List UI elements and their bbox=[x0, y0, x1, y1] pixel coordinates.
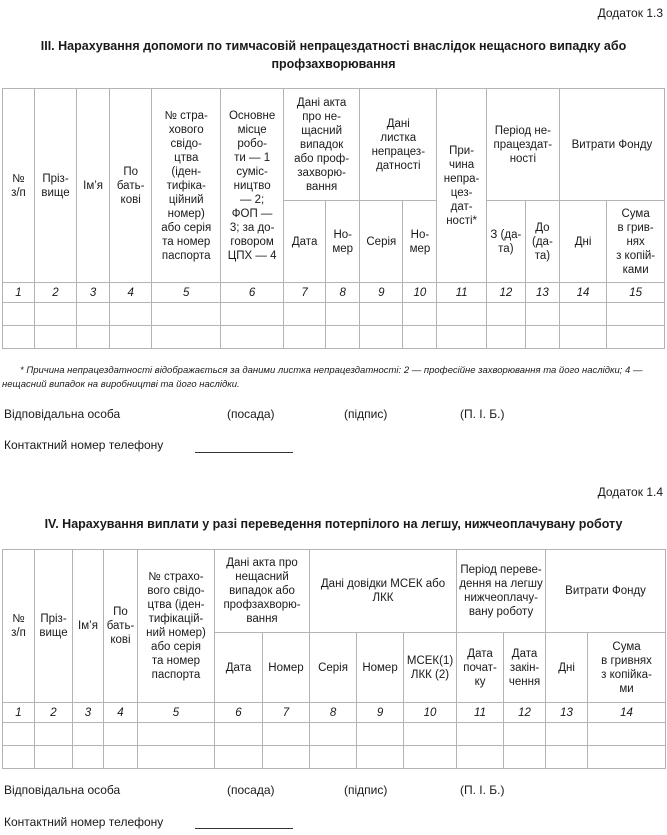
column-number: 13 bbox=[525, 283, 559, 303]
header-insurance-id: № страхо- вого свідо- цтва (іден- тифікацій- ний номер) або серія та номер паспорта bbox=[138, 550, 215, 703]
empty-cell bbox=[3, 723, 35, 746]
column-number: 6 bbox=[215, 703, 263, 723]
header-fund-days: Дні bbox=[546, 633, 588, 703]
empty-cell bbox=[138, 723, 215, 746]
empty-cell bbox=[77, 303, 110, 326]
column-number: 6 bbox=[221, 283, 284, 303]
empty-cell bbox=[3, 303, 35, 326]
header-act-number: Номер bbox=[263, 633, 310, 703]
empty-cell bbox=[326, 303, 360, 326]
empty-cell bbox=[104, 746, 138, 769]
table-row bbox=[3, 746, 666, 769]
signature-label: (підпис) bbox=[344, 783, 388, 797]
empty-cell bbox=[588, 746, 666, 769]
section4-title: ІV. Нарахування виплати у разі переведення потерпілого на легшу, нижчеоплачувану роботу bbox=[44, 517, 623, 531]
header-msek-series: Серія bbox=[310, 633, 357, 703]
column-number: 8 bbox=[310, 703, 357, 723]
header-sheet-number: Но- мер bbox=[403, 201, 437, 283]
empty-cell bbox=[326, 326, 360, 349]
header-fund: Витрати Фонду bbox=[559, 89, 664, 201]
empty-cell bbox=[559, 326, 606, 349]
header-act-date: Дата bbox=[284, 201, 326, 283]
column-number: 5 bbox=[138, 703, 215, 723]
header-patronymic: По бать- кові bbox=[104, 550, 138, 703]
empty-cell bbox=[34, 303, 76, 326]
header-period: Період переве- дення на легшу нижчеоплачу- вану роботу bbox=[457, 550, 546, 633]
empty-cell bbox=[457, 723, 504, 746]
column-number: 4 bbox=[104, 703, 138, 723]
header-surname: Пріз- вище bbox=[34, 89, 76, 283]
column-number: 11 bbox=[457, 703, 504, 723]
section3-footnote: * Причина непрацездатності відображається за даними листка непрацездатності: 2 — професійне захворювання та його наслідки; 4 — нещасний випадок на виробництві та його наслідки. bbox=[2, 365, 643, 390]
empty-cell bbox=[607, 326, 665, 349]
empty-cell bbox=[263, 723, 310, 746]
column-number: 3 bbox=[77, 283, 110, 303]
column-number: 14 bbox=[588, 703, 666, 723]
empty-cell bbox=[104, 723, 138, 746]
header-period: Період не- працездат- ності bbox=[486, 89, 559, 201]
header-msek: Дані довідки МСЕК або ЛКК bbox=[310, 550, 457, 633]
empty-cell bbox=[559, 303, 606, 326]
header-act-number: Но- мер bbox=[326, 201, 360, 283]
section4-table bbox=[2, 549, 666, 769]
empty-cell bbox=[546, 723, 588, 746]
empty-cell bbox=[152, 303, 221, 326]
header-num: № з/п bbox=[3, 89, 35, 283]
column-number: 3 bbox=[73, 703, 104, 723]
column-number: 2 bbox=[35, 703, 73, 723]
section3-title bbox=[0, 37, 667, 73]
table-row bbox=[3, 723, 666, 746]
header-workplace: Основне місце робо- ти — 1 суміс- ництво — 2; ФОП — 3; за до- говором ЦПХ — 4 bbox=[221, 89, 284, 283]
empty-cell bbox=[284, 326, 326, 349]
column-number: 8 bbox=[326, 283, 360, 303]
section3-table bbox=[2, 88, 665, 349]
empty-cell bbox=[607, 303, 665, 326]
empty-cell bbox=[403, 303, 437, 326]
column-number: 10 bbox=[403, 283, 437, 303]
column-number: 13 bbox=[546, 703, 588, 723]
column-number: 4 bbox=[110, 283, 152, 303]
column-number: 9 bbox=[360, 283, 403, 303]
header-act: Дані акта про не- щасний випадок або проф- захворю- вання bbox=[284, 89, 360, 201]
column-number: 12 bbox=[504, 703, 546, 723]
empty-cell bbox=[525, 326, 559, 349]
header-act-date: Дата bbox=[215, 633, 263, 703]
header-fund-sum: Сума в грив- нях з копій- ками bbox=[607, 201, 665, 283]
empty-cell bbox=[3, 746, 35, 769]
phone-line[interactable] bbox=[195, 828, 293, 829]
position-label: (посада) bbox=[227, 407, 275, 421]
empty-cell bbox=[403, 326, 437, 349]
header-num: № з/п bbox=[3, 550, 35, 703]
responsible-person-label: Відповідальна особа bbox=[4, 783, 121, 797]
header-name: Ім’я bbox=[73, 550, 104, 703]
header-fund-days: Дні bbox=[559, 201, 606, 283]
empty-cell bbox=[437, 326, 486, 349]
header-period-from: З (да- та) bbox=[486, 201, 525, 283]
responsible-person-label: Відповідальна особа bbox=[4, 407, 121, 421]
header-name: Ім’я bbox=[77, 89, 110, 283]
empty-cell bbox=[263, 746, 310, 769]
full-name-label: (П. І. Б.) bbox=[460, 783, 505, 797]
empty-cell bbox=[215, 723, 263, 746]
full-name-label: (П. І. Б.) bbox=[460, 407, 505, 421]
empty-cell bbox=[404, 746, 457, 769]
header-sick-sheet: Дані листка непрацез- датності bbox=[360, 89, 437, 201]
annex-label-1-4: Додаток 1.4 bbox=[597, 485, 663, 499]
empty-cell bbox=[360, 303, 403, 326]
empty-cell bbox=[284, 303, 326, 326]
empty-cell bbox=[221, 303, 284, 326]
column-number: 7 bbox=[284, 283, 326, 303]
column-number: 5 bbox=[152, 283, 221, 303]
table-row bbox=[3, 326, 665, 349]
column-number: 7 bbox=[263, 703, 310, 723]
empty-cell bbox=[310, 746, 357, 769]
header-sheet-series: Серія bbox=[360, 201, 403, 283]
empty-cell bbox=[152, 326, 221, 349]
empty-cell bbox=[504, 723, 546, 746]
header-period-to: До (да- та) bbox=[525, 201, 559, 283]
empty-cell bbox=[73, 746, 104, 769]
empty-cell bbox=[35, 746, 73, 769]
empty-cell bbox=[35, 723, 73, 746]
empty-cell bbox=[110, 326, 152, 349]
empty-cell bbox=[357, 746, 404, 769]
header-reason: При- чина непра- цез- дат- ності* bbox=[437, 89, 486, 283]
annex-label-1-3: Додаток 1.3 bbox=[597, 6, 663, 20]
header-fund-sum: Сума в гривнях з копійка- ми bbox=[588, 633, 666, 703]
table-row bbox=[3, 303, 665, 326]
column-number: 14 bbox=[559, 283, 606, 303]
section3-title-line2: профзахворювання bbox=[271, 57, 396, 71]
header-msek-number: Номер bbox=[357, 633, 404, 703]
section3-title-line1: ІІІ. Нарахування допомоги по тимчасовій непрацездатності внаслідок нещасного випадку або bbox=[40, 39, 627, 53]
empty-cell bbox=[486, 303, 525, 326]
empty-cell bbox=[34, 326, 76, 349]
header-patronymic: По бать- кові bbox=[110, 89, 152, 283]
column-number: 12 bbox=[486, 283, 525, 303]
column-number: 11 bbox=[437, 283, 486, 303]
phone-line[interactable] bbox=[195, 452, 293, 453]
empty-cell bbox=[360, 326, 403, 349]
empty-cell bbox=[73, 723, 104, 746]
column-number: 15 bbox=[607, 283, 665, 303]
empty-cell bbox=[110, 303, 152, 326]
column-number: 10 bbox=[404, 703, 457, 723]
signature-label: (підпис) bbox=[344, 407, 388, 421]
phone-label: Контактний номер телефону bbox=[4, 438, 164, 452]
header-msek-lkk: МСЕК(1) ЛКК (2) bbox=[404, 633, 457, 703]
phone-label: Контактний номер телефону bbox=[4, 815, 164, 829]
position-label: (посада) bbox=[227, 783, 275, 797]
empty-cell bbox=[486, 326, 525, 349]
empty-cell bbox=[437, 303, 486, 326]
empty-cell bbox=[138, 746, 215, 769]
header-fund: Витрати Фонду bbox=[546, 550, 666, 633]
column-number: 1 bbox=[3, 283, 35, 303]
header-surname: Пріз- вище bbox=[35, 550, 73, 703]
empty-cell bbox=[457, 746, 504, 769]
empty-cell bbox=[77, 326, 110, 349]
header-period-end: Дата закін- чення bbox=[504, 633, 546, 703]
empty-cell bbox=[504, 746, 546, 769]
empty-cell bbox=[310, 723, 357, 746]
column-number: 2 bbox=[34, 283, 76, 303]
empty-cell bbox=[3, 326, 35, 349]
empty-cell bbox=[525, 303, 559, 326]
empty-cell bbox=[546, 746, 588, 769]
empty-cell bbox=[588, 723, 666, 746]
column-number: 1 bbox=[3, 703, 35, 723]
empty-cell bbox=[221, 326, 284, 349]
header-period-start: Дата почат- ку bbox=[457, 633, 504, 703]
header-insurance-id: № стра- хового свідо- цтва (іден- тифіка- ційний номер) або серія та номер паспорта bbox=[152, 89, 221, 283]
empty-cell bbox=[357, 723, 404, 746]
empty-cell bbox=[215, 746, 263, 769]
column-number: 9 bbox=[357, 703, 404, 723]
empty-cell bbox=[404, 723, 457, 746]
header-act: Дані акта про нещасний випадок або профзахворю- вання bbox=[215, 550, 310, 633]
